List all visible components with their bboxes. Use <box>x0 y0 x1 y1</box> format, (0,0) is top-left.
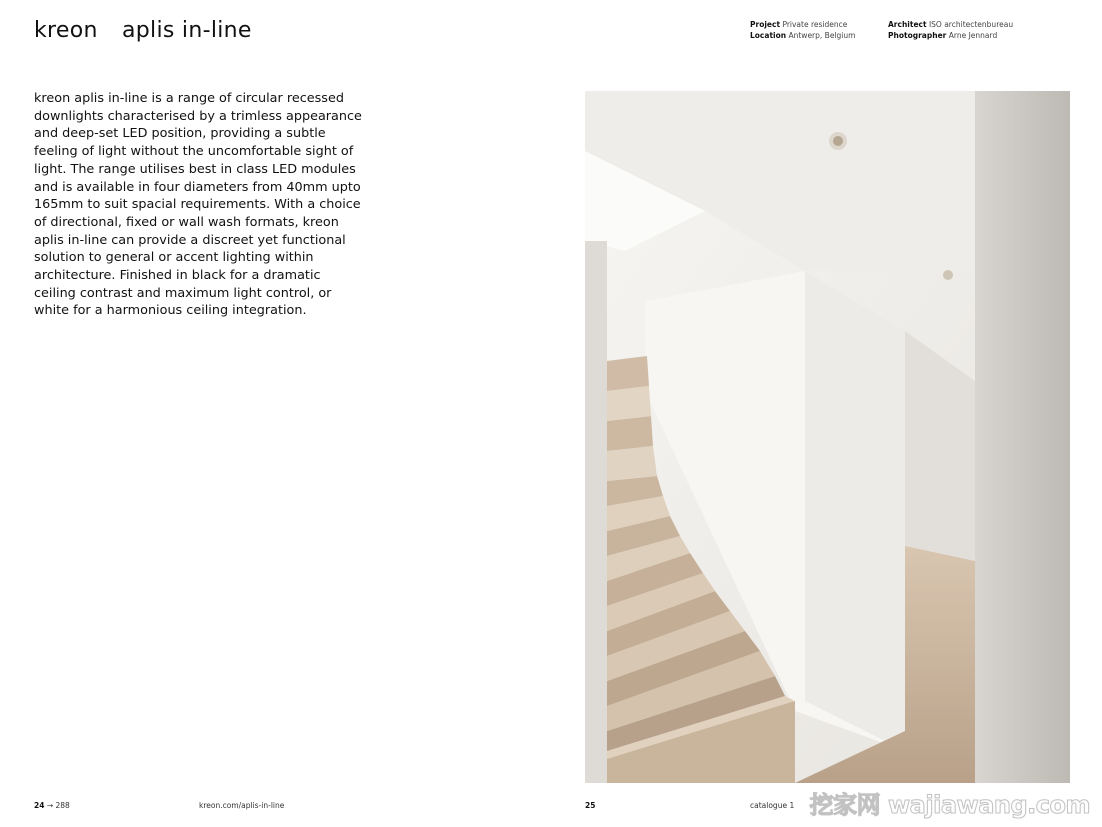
footer-page-link[interactable]: → 288 <box>46 801 70 810</box>
location-value: Antwerp, Belgium <box>788 31 856 40</box>
footer-page-ref <box>34 801 70 810</box>
project-value: Private residence <box>782 20 848 29</box>
footer-catalogue: catalogue 1 <box>750 801 795 810</box>
footer-page-right: 25 <box>585 801 596 810</box>
watermark: 挖家网 wajiawang.com <box>809 791 1090 819</box>
photographer-value: Arne Jennard <box>948 31 998 40</box>
architect-row <box>888 19 1013 30</box>
staircase-photo <box>585 91 1070 783</box>
footer-url-link[interactable]: kreon.com/aplis-in-line <box>199 801 285 810</box>
project-row <box>750 19 855 30</box>
project-label: Project <box>750 20 781 29</box>
location-label: Location <box>750 31 787 40</box>
product-description: kreon aplis in-line is a range of circular recessed downlights characterised by a trimless appearance and deep-set LED position, providing a subtle feeling of light without the uncomfortable sight of light. The range utilises best in class LED modules and is available in four diameters from 40mm upto 165mm to suit spacial requirements. With a choice of directional, fixed or wall wash formats, kreon aplis in-line can provide a discreet yet functional solution to general or accent lighting within architecture. Finished in black for a dramatic ceiling contrast and maximum light control, or white for a harmonious ceiling integration. <box>34 91 362 319</box>
location-row <box>750 30 855 41</box>
photographer-row <box>888 30 1013 41</box>
architect-label: Architect <box>888 20 927 29</box>
project-credits <box>750 19 855 41</box>
people-credits <box>888 19 1013 41</box>
brand-logo: kreon <box>34 18 98 43</box>
page-title: aplis in-line <box>122 18 252 43</box>
footer-page-left: 24 <box>34 801 45 810</box>
architect-value: ISO architectenbureau <box>928 20 1014 29</box>
photographer-label: Photographer <box>888 31 947 40</box>
staircase-illustration <box>585 91 1070 783</box>
